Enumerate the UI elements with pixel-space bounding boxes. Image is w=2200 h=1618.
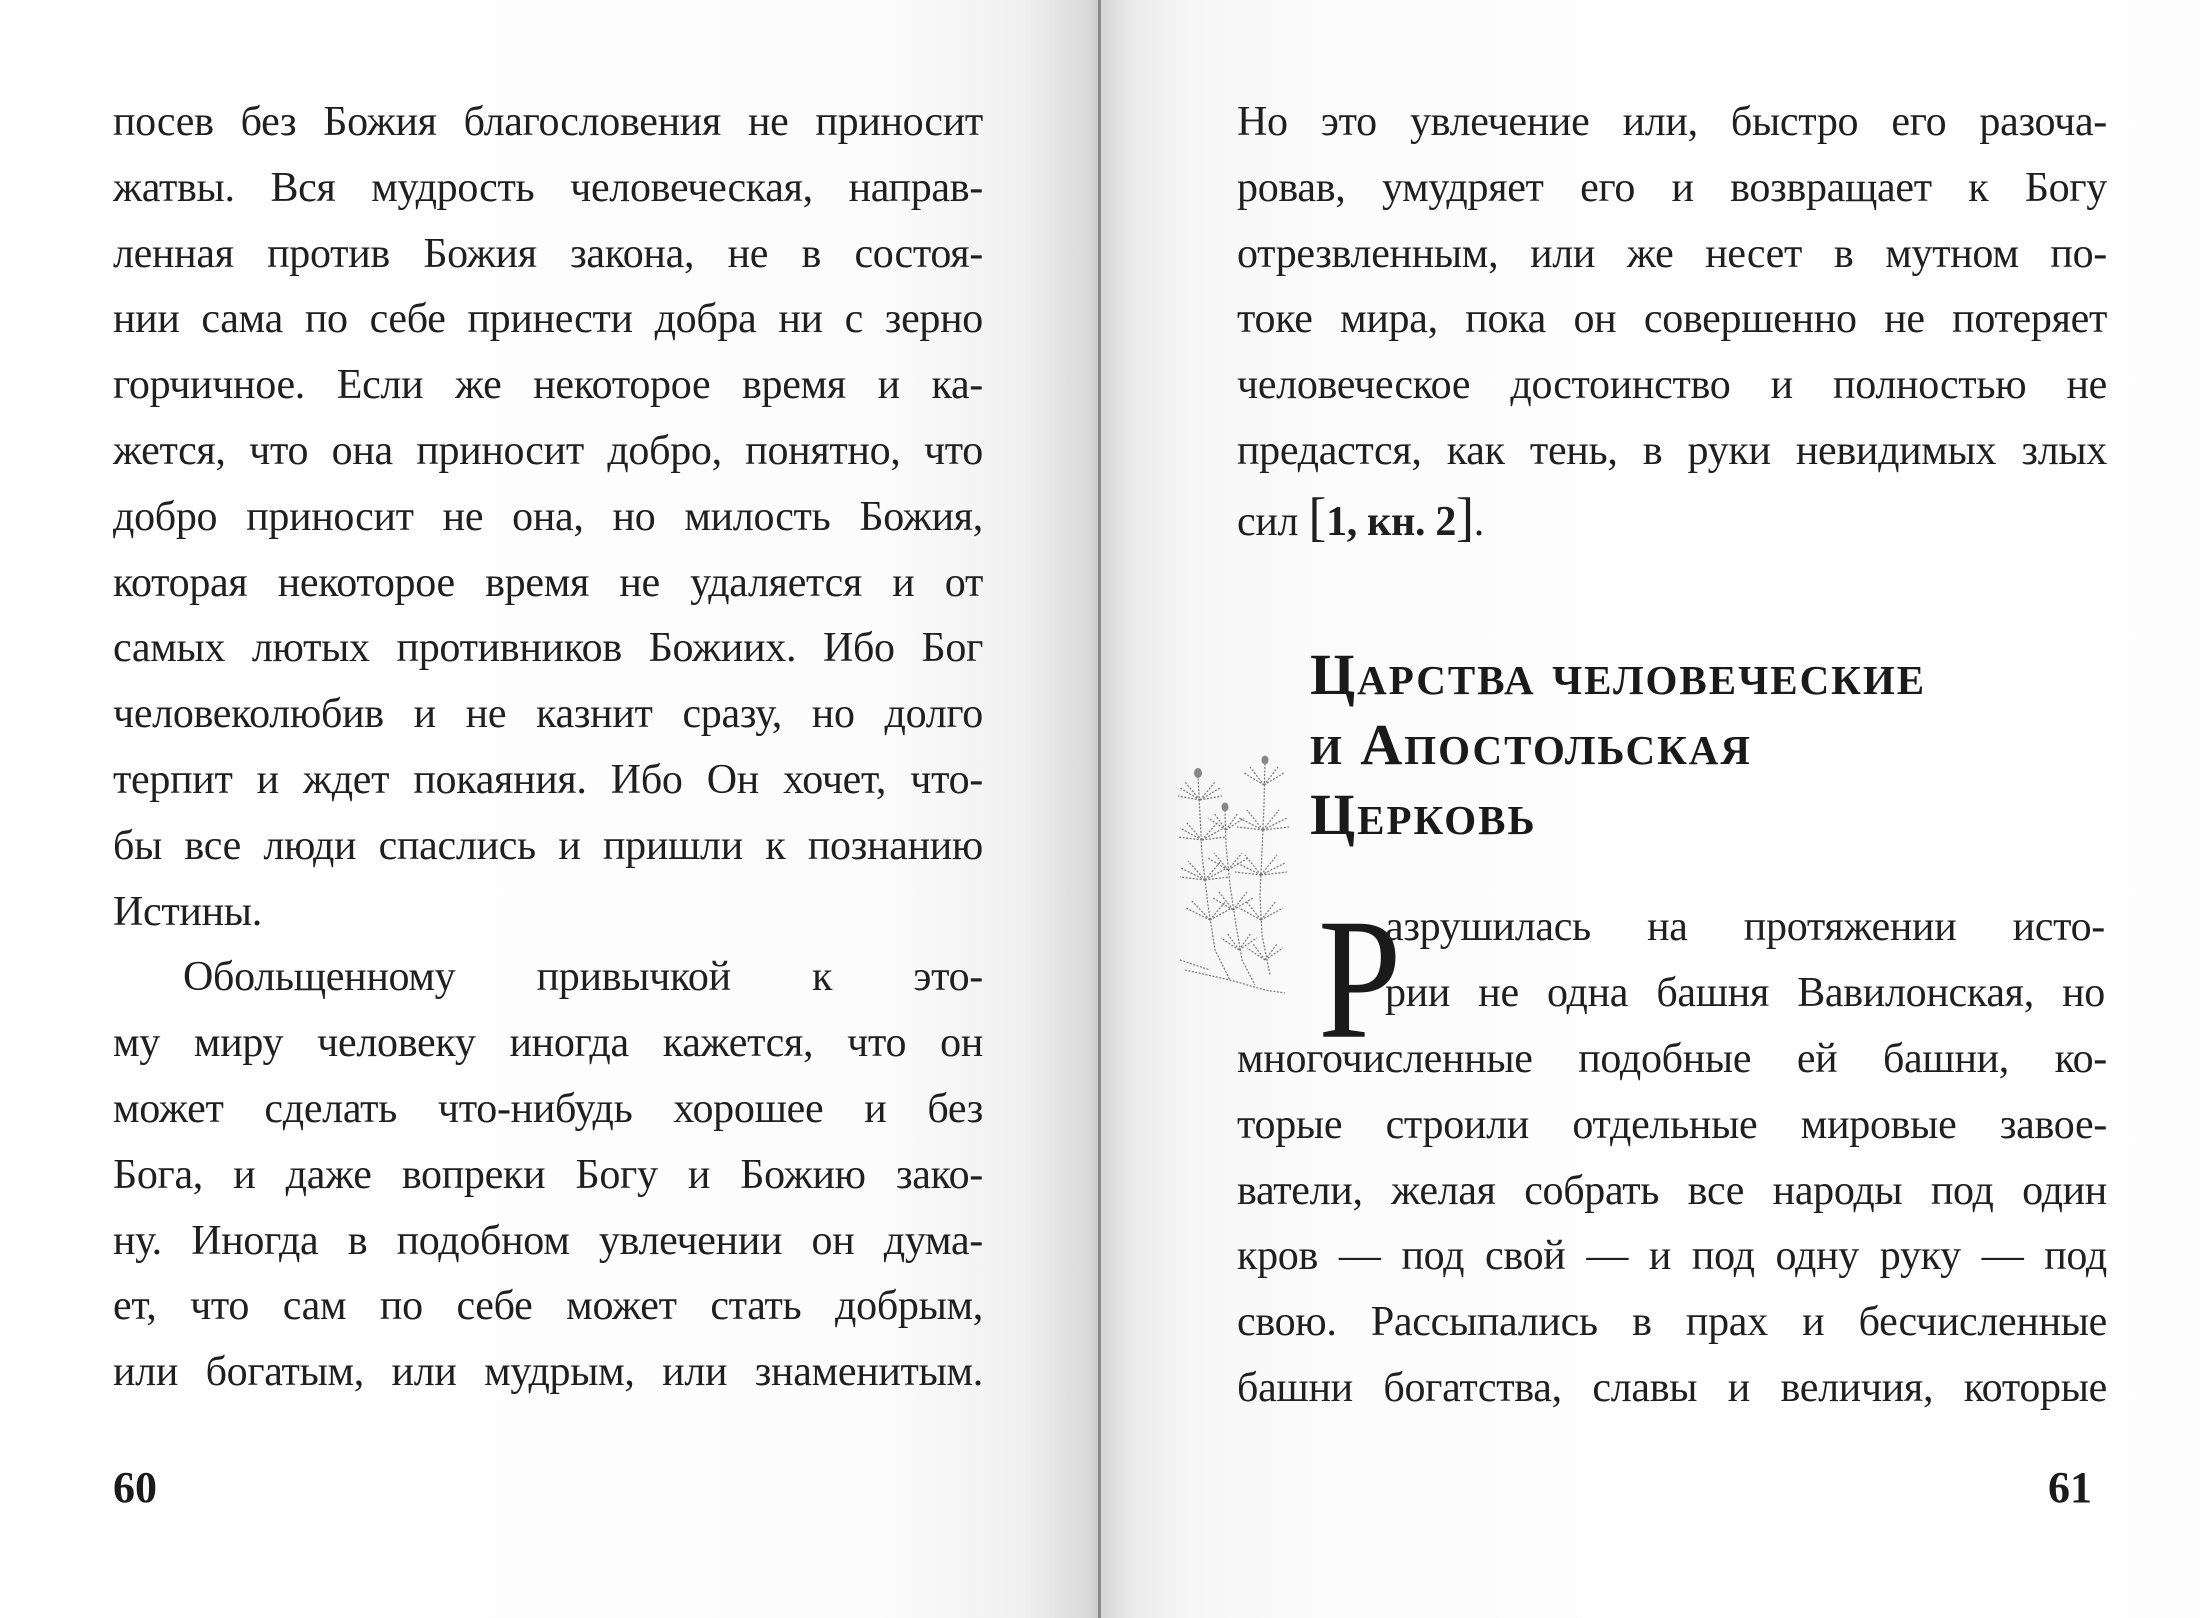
text-line: Бога, и даже вопреки Богу и Божию зако- — [113, 1151, 983, 1198]
bracket-close: ] — [1456, 486, 1474, 547]
text-line: Истины. — [113, 888, 262, 935]
text-line: человеческое достоинство и полностью не — [1237, 362, 2107, 409]
text-line: ватели, желая собрать все народы под один — [1237, 1167, 2107, 1214]
drop-cap-letter: Р — [1318, 883, 1402, 1075]
page-number-right: 61 — [2048, 1463, 2092, 1512]
text-line: азрушилась на протяжении исто- — [1385, 904, 2105, 950]
text-line: свою. Рассыпались в прах и бесчисленные — [1237, 1299, 2107, 1346]
citation-period: . — [1473, 498, 1484, 545]
citation-prefix: сил — [1237, 498, 1309, 545]
text-line: добро приносит не она, но милость Божия, — [113, 493, 983, 540]
text-line: самых лютых противников Божиих. Ибо Бог — [113, 625, 983, 672]
text-line: ровав, умудряет его и возвращает к Богу — [1237, 164, 2107, 211]
text-line: бы все люди спаслись и пришли к познанию — [113, 822, 983, 869]
text-line: му миру человеку иногда кажется, что он — [113, 1020, 983, 1067]
text-line: посев без Божия благословения не приносит — [113, 99, 983, 145]
text-line: отрезвленным, или же несет в мутном по- — [1237, 230, 2107, 277]
heading-line: Царства человеческие — [1310, 642, 1927, 707]
text-line: жется, что она приносит добро, понятно, что — [113, 427, 983, 474]
text-line: ленная против Божия закона, не в состоя- — [113, 230, 983, 277]
text-line: ет, что сам по себе может стать добрым, — [113, 1283, 983, 1330]
left-page-body — [113, 90, 983, 1406]
text-line: многочисленные подобные ей башни, ко- — [1237, 1036, 2107, 1082]
heading-line: и Апостольская — [1310, 712, 1753, 777]
text-line: ну. Иногда в подобном увлечении он дума- — [113, 1217, 983, 1264]
book-gutter — [1098, 0, 1101, 1618]
text-line: торые строили отдельные мировые завое- — [1237, 1101, 2107, 1148]
text-line: Но это увлечение или, быстро его разоча- — [1237, 99, 2107, 145]
right-page-top-body — [1237, 90, 2107, 551]
page-number-left: 60 — [113, 1463, 157, 1512]
dropcap-line-1 — [1385, 895, 2105, 961]
paragraph-first-line: Обольщенному привычкой к это- — [183, 954, 983, 1001]
text-line: рии не одна башня Вавилонская, но — [1385, 970, 2105, 1016]
text-line: человеколюбив и не казнит сразу, но долго — [113, 691, 983, 738]
text-line: предастся, как тень, в руки невидимых злых — [1237, 427, 2107, 474]
text-line: кров — под свой — и под одну руку — под — [1237, 1233, 2107, 1280]
text-line: которая некоторое время не удаляется и от — [113, 559, 983, 606]
text-line: терпит и ждет покаяния. Ибо Он хочет, что- — [113, 756, 983, 803]
text-line: нии сама по себе принести добра ни с зерно — [113, 296, 983, 343]
text-line: башни богатства, славы и величия, которые — [1237, 1364, 2107, 1411]
chapter-heading — [1310, 640, 2110, 850]
text-line: токе мира, пока он совершенно не потеряет — [1237, 296, 2107, 343]
dropcap-line-2 — [1385, 961, 2105, 1027]
citation-reference: 1, кн. 2 — [1326, 498, 1457, 545]
text-line: может сделать что-нибудь хорошее и без — [113, 1085, 983, 1132]
text-line: или богатым, или мудрым, или знаменитым. — [113, 1349, 983, 1396]
text-line: жатвы. Вся мудрость человеческая, направ- — [113, 164, 983, 211]
heading-line: Церковь — [1310, 782, 1537, 847]
text-line: горчичное. Если же некоторое время и ка- — [113, 362, 983, 409]
citation-line — [1237, 485, 2107, 551]
horsetail-plant-icon — [1170, 755, 1295, 1000]
bracket-open: [ — [1308, 486, 1327, 547]
right-page-bottom-body — [1237, 1027, 2107, 1422]
